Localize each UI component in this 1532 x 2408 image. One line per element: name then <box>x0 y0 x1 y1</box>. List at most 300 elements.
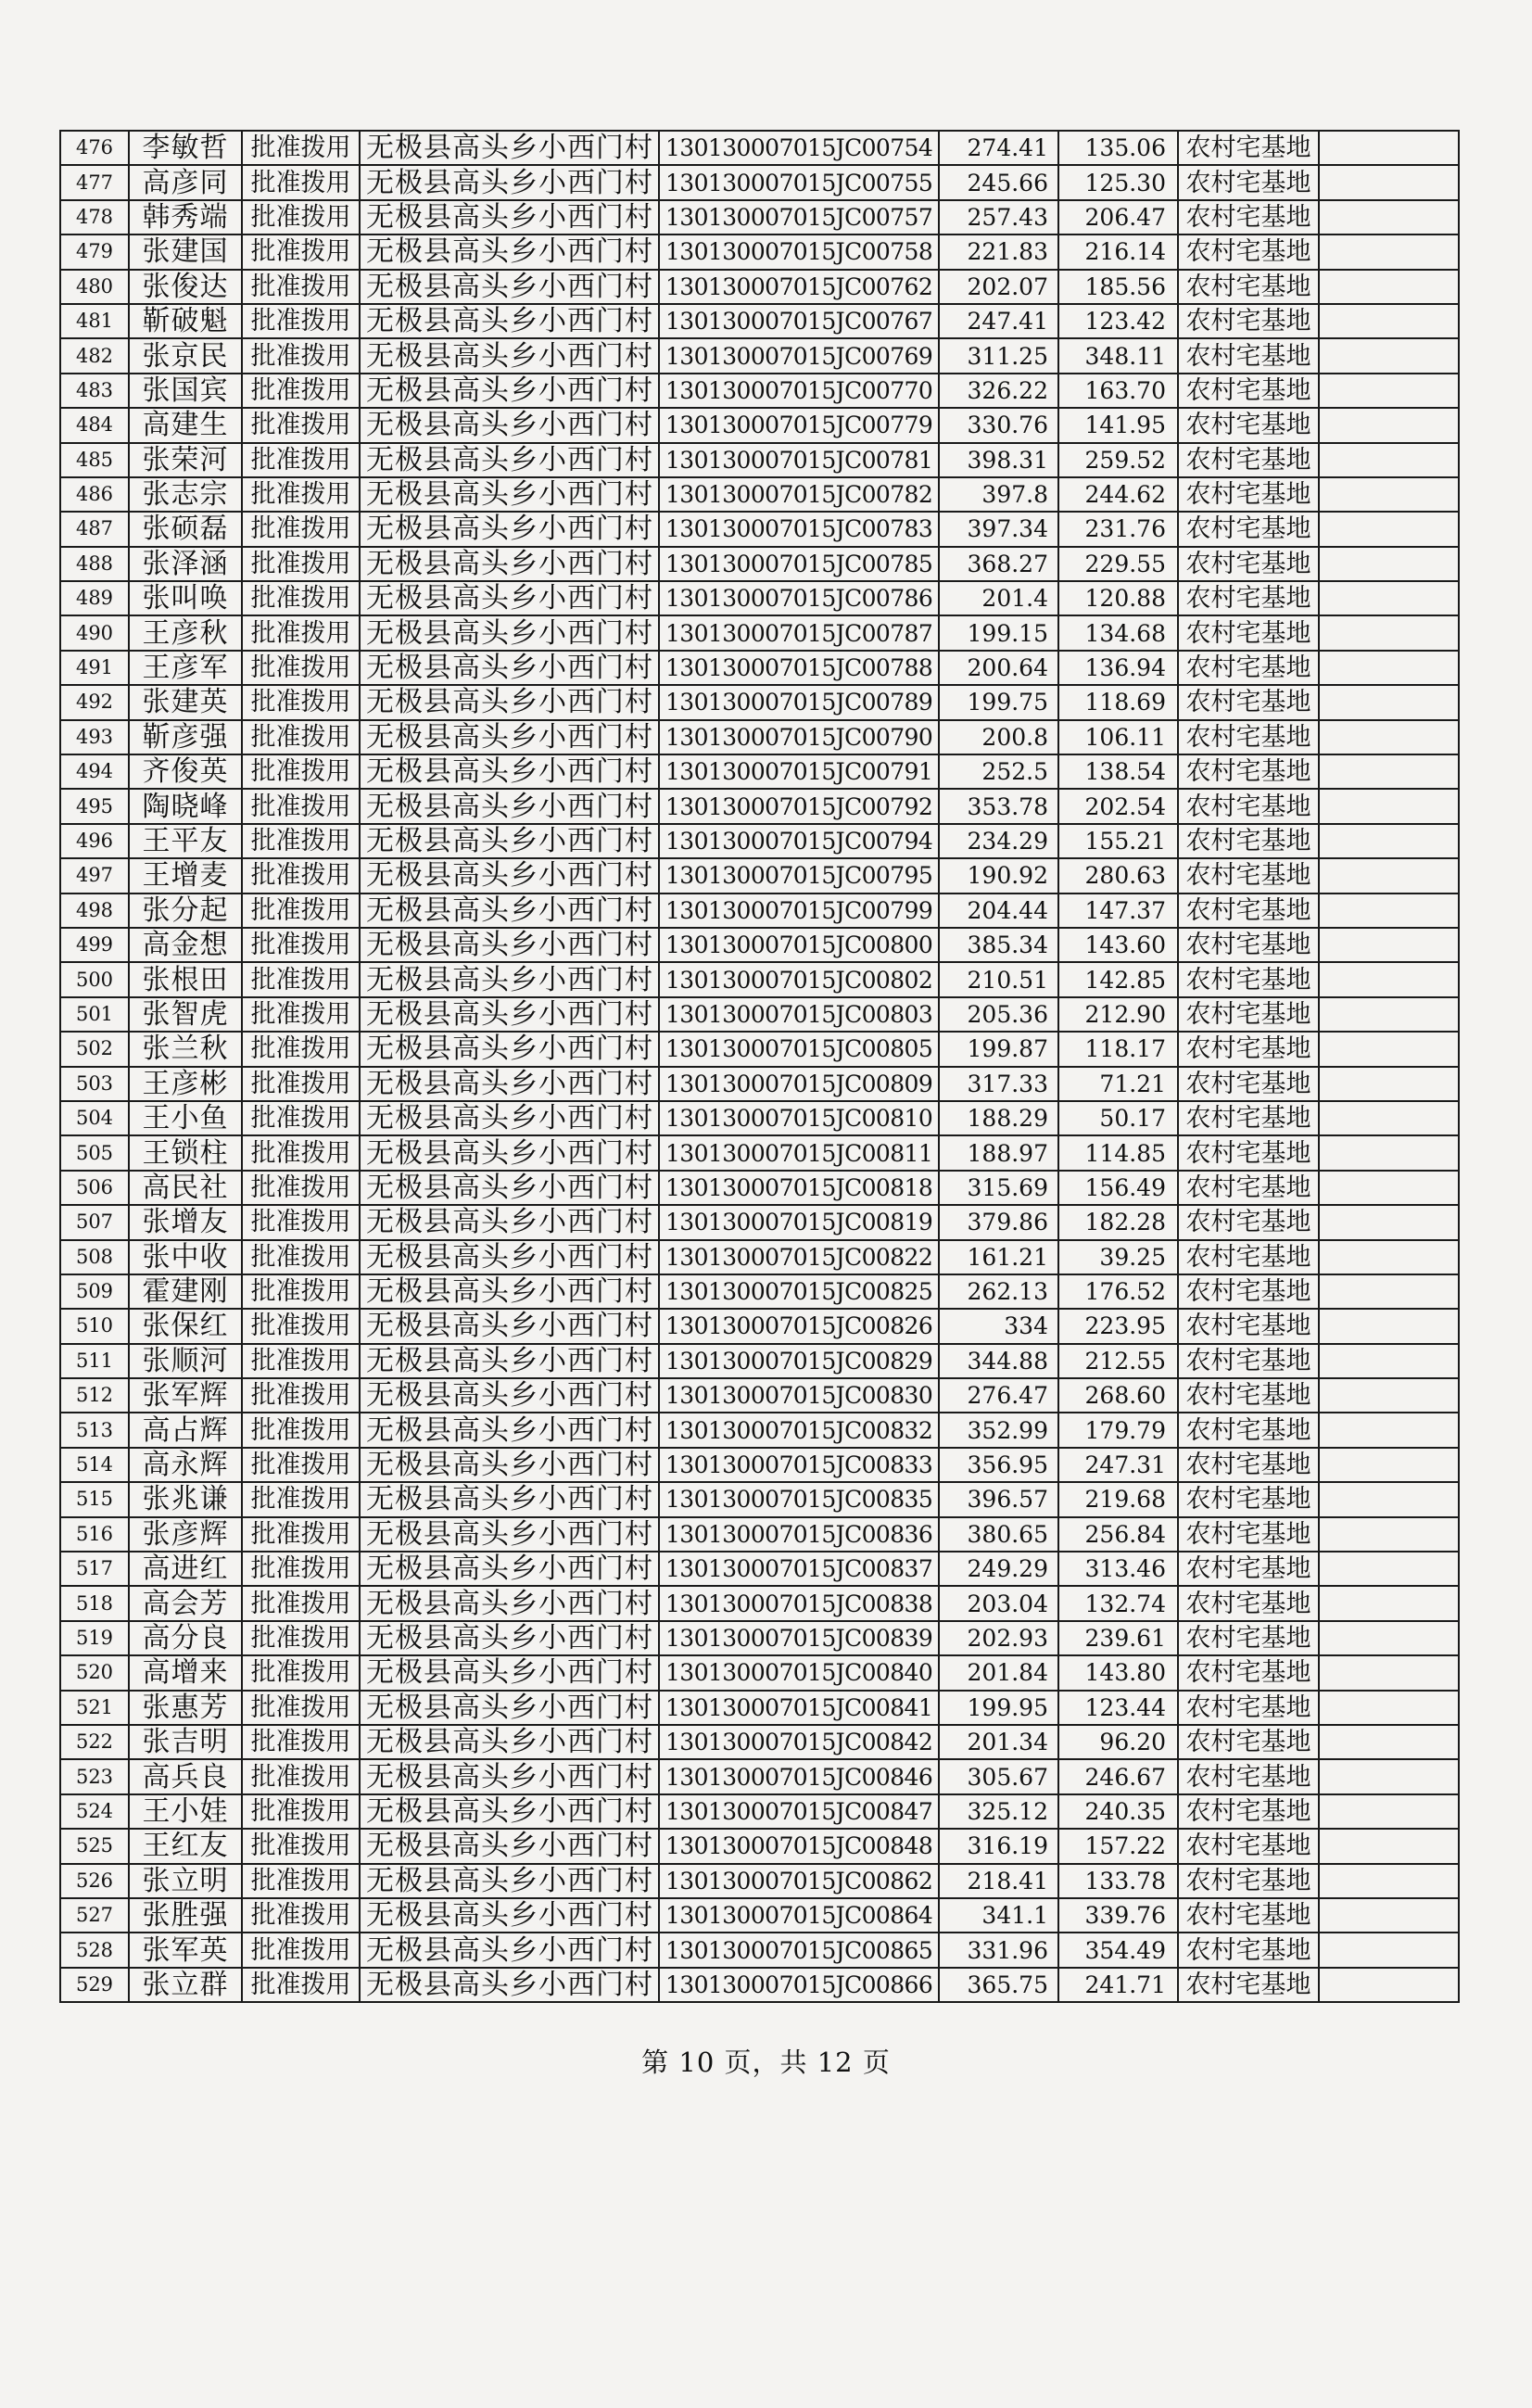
table-row <box>60 1344 1459 1378</box>
parcel-code-cell: 130130007015JC00787 <box>659 615 939 650</box>
land-use-cell: 农村宅基地 <box>1178 270 1319 304</box>
location-cell: 无极县高头乡小西门村 <box>360 408 659 442</box>
owner-name-cell: 靳彦强 <box>129 720 242 754</box>
parcel-code-cell: 130130007015JC00833 <box>659 1448 939 1482</box>
location-cell: 无极县高头乡小西门村 <box>360 1864 659 1898</box>
land-use-cell: 农村宅基地 <box>1178 1101 1319 1135</box>
area-value-cell: 246.67 <box>1058 1759 1178 1793</box>
area-value-cell: 219.68 <box>1058 1482 1178 1516</box>
location-cell: 无极县高头乡小西门村 <box>360 651 659 685</box>
empty-cell <box>1319 651 1459 685</box>
area-value-cell: 205.36 <box>939 997 1058 1032</box>
area-value-cell: 240.35 <box>1058 1794 1178 1829</box>
empty-cell <box>1319 338 1459 373</box>
owner-name-cell: 张兆谦 <box>129 1482 242 1516</box>
empty-cell <box>1319 1032 1459 1066</box>
empty-cell <box>1319 547 1459 581</box>
parcel-code-cell: 130130007015JC00770 <box>659 374 939 408</box>
area-value-cell: 125.30 <box>1058 165 1178 199</box>
area-value-cell: 244.62 <box>1058 477 1178 512</box>
row-number-cell: 480 <box>60 270 129 304</box>
parcel-code-cell: 130130007015JC00789 <box>659 685 939 719</box>
area-value-cell: 316.19 <box>939 1829 1058 1863</box>
row-number-cell: 523 <box>60 1759 129 1793</box>
land-use-cell: 农村宅基地 <box>1178 651 1319 685</box>
approval-type-cell: 批准拨用 <box>242 270 360 304</box>
parcel-code-cell: 130130007015JC00800 <box>659 928 939 962</box>
land-use-cell: 农村宅基地 <box>1178 547 1319 581</box>
row-number-cell: 518 <box>60 1586 129 1620</box>
row-number-cell: 502 <box>60 1032 129 1066</box>
owner-name-cell: 高兵良 <box>129 1759 242 1793</box>
owner-name-cell: 王锁柱 <box>129 1135 242 1170</box>
area-value-cell: 247.41 <box>939 304 1058 338</box>
area-value-cell: 276.47 <box>939 1378 1058 1413</box>
owner-name-cell: 王红友 <box>129 1829 242 1863</box>
approval-type-cell: 批准拨用 <box>242 858 360 893</box>
area-value-cell: 216.14 <box>1058 234 1178 269</box>
row-number-cell: 510 <box>60 1309 129 1343</box>
row-number-cell: 485 <box>60 443 129 477</box>
empty-cell <box>1319 1829 1459 1863</box>
owner-name-cell: 张志宗 <box>129 477 242 512</box>
owner-name-cell: 韩秀端 <box>129 200 242 234</box>
area-value-cell: 202.54 <box>1058 789 1178 823</box>
location-cell: 无极县高头乡小西门村 <box>360 893 659 928</box>
location-cell: 无极县高头乡小西门村 <box>360 1205 659 1239</box>
location-cell: 无极县高头乡小西门村 <box>360 720 659 754</box>
owner-name-cell: 张智虎 <box>129 997 242 1032</box>
row-number-cell: 516 <box>60 1517 129 1552</box>
location-cell: 无极县高头乡小西门村 <box>360 477 659 512</box>
area-value-cell: 397.8 <box>939 477 1058 512</box>
location-cell: 无极县高头乡小西门村 <box>360 1378 659 1413</box>
area-value-cell: 120.88 <box>1058 581 1178 615</box>
area-value-cell: 185.56 <box>1058 270 1178 304</box>
parcel-code-cell: 130130007015JC00847 <box>659 1794 939 1829</box>
land-use-cell: 农村宅基地 <box>1178 1378 1319 1413</box>
empty-cell <box>1319 1586 1459 1620</box>
land-use-cell: 农村宅基地 <box>1178 720 1319 754</box>
parcel-code-cell: 130130007015JC00819 <box>659 1205 939 1239</box>
land-use-cell: 农村宅基地 <box>1178 1309 1319 1343</box>
empty-cell <box>1319 893 1459 928</box>
parcel-code-cell: 130130007015JC00781 <box>659 443 939 477</box>
area-value-cell: 50.17 <box>1058 1101 1178 1135</box>
location-cell: 无极县高头乡小西门村 <box>360 443 659 477</box>
owner-name-cell: 王小娃 <box>129 1794 242 1829</box>
row-number-cell: 513 <box>60 1413 129 1447</box>
approval-type-cell: 批准拨用 <box>242 1759 360 1793</box>
table-row <box>60 1725 1459 1759</box>
owner-name-cell: 高进红 <box>129 1552 242 1586</box>
owner-name-cell: 张军英 <box>129 1933 242 1967</box>
owner-name-cell: 张立明 <box>129 1864 242 1898</box>
area-value-cell: 212.55 <box>1058 1344 1178 1378</box>
table-body <box>60 131 1459 2002</box>
owner-name-cell: 高分良 <box>129 1621 242 1655</box>
area-value-cell: 201.4 <box>939 581 1058 615</box>
empty-cell <box>1319 754 1459 789</box>
row-number-cell: 519 <box>60 1621 129 1655</box>
area-value-cell: 311.25 <box>939 338 1058 373</box>
empty-cell <box>1319 234 1459 269</box>
area-value-cell: 356.95 <box>939 1448 1058 1482</box>
table-row <box>60 512 1459 546</box>
owner-name-cell: 高占辉 <box>129 1413 242 1447</box>
approval-type-cell: 批准拨用 <box>242 1482 360 1516</box>
approval-type-cell: 批准拨用 <box>242 1135 360 1170</box>
area-value-cell: 199.95 <box>939 1691 1058 1725</box>
row-number-cell: 528 <box>60 1933 129 1967</box>
parcel-code-cell: 130130007015JC00846 <box>659 1759 939 1793</box>
area-value-cell: 188.97 <box>939 1135 1058 1170</box>
owner-name-cell: 高金想 <box>129 928 242 962</box>
empty-cell <box>1319 615 1459 650</box>
parcel-code-cell: 130130007015JC00788 <box>659 651 939 685</box>
location-cell: 无极县高头乡小西门村 <box>360 1968 659 2002</box>
land-use-cell: 农村宅基地 <box>1178 685 1319 719</box>
location-cell: 无极县高头乡小西门村 <box>360 615 659 650</box>
area-value-cell: 223.95 <box>1058 1309 1178 1343</box>
location-cell: 无极县高头乡小西门村 <box>360 1413 659 1447</box>
land-use-cell: 农村宅基地 <box>1178 338 1319 373</box>
area-value-cell: 212.90 <box>1058 997 1178 1032</box>
approval-type-cell: 批准拨用 <box>242 651 360 685</box>
empty-cell <box>1319 1067 1459 1101</box>
area-value-cell: 201.34 <box>939 1725 1058 1759</box>
land-use-cell: 农村宅基地 <box>1178 962 1319 996</box>
row-number-cell: 487 <box>60 512 129 546</box>
row-number-cell: 478 <box>60 200 129 234</box>
row-number-cell: 483 <box>60 374 129 408</box>
area-value-cell: 385.34 <box>939 928 1058 962</box>
area-value-cell: 256.84 <box>1058 1517 1178 1552</box>
parcel-code-cell: 130130007015JC00757 <box>659 200 939 234</box>
approval-type-cell: 批准拨用 <box>242 1413 360 1447</box>
parcel-code-cell: 130130007015JC00769 <box>659 338 939 373</box>
area-value-cell: 210.51 <box>939 962 1058 996</box>
empty-cell <box>1319 720 1459 754</box>
empty-cell <box>1319 858 1459 893</box>
land-use-cell: 农村宅基地 <box>1178 754 1319 789</box>
owner-name-cell: 张胜强 <box>129 1898 242 1933</box>
table-row <box>60 131 1459 165</box>
land-use-cell: 农村宅基地 <box>1178 858 1319 893</box>
parcel-code-cell: 130130007015JC00802 <box>659 962 939 996</box>
parcel-code-cell: 130130007015JC00842 <box>659 1725 939 1759</box>
location-cell: 无极县高头乡小西门村 <box>360 1829 659 1863</box>
approval-type-cell: 批准拨用 <box>242 234 360 269</box>
area-value-cell: 138.54 <box>1058 754 1178 789</box>
empty-cell <box>1319 1898 1459 1933</box>
area-value-cell: 305.67 <box>939 1759 1058 1793</box>
owner-name-cell: 张吉明 <box>129 1725 242 1759</box>
table-row <box>60 270 1459 304</box>
land-use-cell: 农村宅基地 <box>1178 1725 1319 1759</box>
table-row <box>60 685 1459 719</box>
owner-name-cell: 张俊达 <box>129 270 242 304</box>
area-value-cell: 353.78 <box>939 789 1058 823</box>
land-use-cell: 农村宅基地 <box>1178 1067 1319 1101</box>
row-number-cell: 490 <box>60 615 129 650</box>
area-value-cell: 135.06 <box>1058 131 1178 165</box>
table-row <box>60 928 1459 962</box>
land-use-cell: 农村宅基地 <box>1178 131 1319 165</box>
approval-type-cell: 批准拨用 <box>242 374 360 408</box>
location-cell: 无极县高头乡小西门村 <box>360 1552 659 1586</box>
owner-name-cell: 张彦辉 <box>129 1517 242 1552</box>
location-cell: 无极县高头乡小西门村 <box>360 1898 659 1933</box>
parcel-code-cell: 130130007015JC00826 <box>659 1309 939 1343</box>
area-value-cell: 199.15 <box>939 615 1058 650</box>
row-number-cell: 491 <box>60 651 129 685</box>
owner-name-cell: 王彦军 <box>129 651 242 685</box>
land-use-cell: 农村宅基地 <box>1178 1933 1319 1967</box>
parcel-code-cell: 130130007015JC00786 <box>659 581 939 615</box>
approval-type-cell: 批准拨用 <box>242 1205 360 1239</box>
row-number-cell: 520 <box>60 1655 129 1690</box>
owner-name-cell: 高会芳 <box>129 1586 242 1620</box>
approval-type-cell: 批准拨用 <box>242 1240 360 1274</box>
empty-cell <box>1319 1309 1459 1343</box>
location-cell: 无极县高头乡小西门村 <box>360 1067 659 1101</box>
area-value-cell: 352.99 <box>939 1413 1058 1447</box>
approval-type-cell: 批准拨用 <box>242 1898 360 1933</box>
row-number-cell: 506 <box>60 1171 129 1205</box>
location-cell: 无极县高头乡小西门村 <box>360 962 659 996</box>
parcel-code-cell: 130130007015JC00866 <box>659 1968 939 2002</box>
area-value-cell: 252.5 <box>939 754 1058 789</box>
approval-type-cell: 批准拨用 <box>242 1933 360 1967</box>
approval-type-cell: 批准拨用 <box>242 1448 360 1482</box>
parcel-code-cell: 130130007015JC00829 <box>659 1344 939 1378</box>
area-value-cell: 262.13 <box>939 1274 1058 1309</box>
area-value-cell: 341.1 <box>939 1898 1058 1933</box>
empty-cell <box>1319 1968 1459 2002</box>
parcel-code-cell: 130130007015JC00767 <box>659 304 939 338</box>
empty-cell <box>1319 789 1459 823</box>
parcel-code-cell: 130130007015JC00822 <box>659 1240 939 1274</box>
row-number-cell: 503 <box>60 1067 129 1101</box>
land-use-cell: 农村宅基地 <box>1178 581 1319 615</box>
empty-cell <box>1319 1344 1459 1378</box>
approval-type-cell: 批准拨用 <box>242 131 360 165</box>
table-row <box>60 1171 1459 1205</box>
empty-cell <box>1319 408 1459 442</box>
location-cell: 无极县高头乡小西门村 <box>360 1586 659 1620</box>
table-row <box>60 581 1459 615</box>
table-row <box>60 374 1459 408</box>
owner-name-cell: 张京民 <box>129 338 242 373</box>
area-value-cell: 218.41 <box>939 1864 1058 1898</box>
location-cell: 无极县高头乡小西门村 <box>360 1344 659 1378</box>
parcel-code-cell: 130130007015JC00832 <box>659 1413 939 1447</box>
table-row <box>60 1482 1459 1516</box>
area-value-cell: 380.65 <box>939 1517 1058 1552</box>
parcel-code-cell: 130130007015JC00840 <box>659 1655 939 1690</box>
parcel-code-cell: 130130007015JC00811 <box>659 1135 939 1170</box>
location-cell: 无极县高头乡小西门村 <box>360 512 659 546</box>
land-use-cell: 农村宅基地 <box>1178 824 1319 858</box>
area-value-cell: 157.22 <box>1058 1829 1178 1863</box>
table-row <box>60 1240 1459 1274</box>
area-value-cell: 239.61 <box>1058 1621 1178 1655</box>
table-row <box>60 789 1459 823</box>
empty-cell <box>1319 962 1459 996</box>
area-value-cell: 268.60 <box>1058 1378 1178 1413</box>
table-row <box>60 1655 1459 1690</box>
owner-name-cell: 高永辉 <box>129 1448 242 1482</box>
parcel-code-cell: 130130007015JC00818 <box>659 1171 939 1205</box>
parcel-code-cell: 130130007015JC00792 <box>659 789 939 823</box>
area-value-cell: 315.69 <box>939 1171 1058 1205</box>
parcel-code-cell: 130130007015JC00785 <box>659 547 939 581</box>
land-use-cell: 农村宅基地 <box>1178 893 1319 928</box>
land-use-cell: 农村宅基地 <box>1178 1448 1319 1482</box>
area-value-cell: 71.21 <box>1058 1067 1178 1101</box>
owner-name-cell: 霍建刚 <box>129 1274 242 1309</box>
row-number-cell: 489 <box>60 581 129 615</box>
approval-type-cell: 批准拨用 <box>242 754 360 789</box>
parcel-code-cell: 130130007015JC00830 <box>659 1378 939 1413</box>
land-use-cell: 农村宅基地 <box>1178 165 1319 199</box>
land-use-cell: 农村宅基地 <box>1178 1968 1319 2002</box>
approval-type-cell: 批准拨用 <box>242 477 360 512</box>
table-row <box>60 1135 1459 1170</box>
land-use-cell: 农村宅基地 <box>1178 1344 1319 1378</box>
location-cell: 无极县高头乡小西门村 <box>360 234 659 269</box>
approval-type-cell: 批准拨用 <box>242 720 360 754</box>
land-use-cell: 农村宅基地 <box>1178 1655 1319 1690</box>
empty-cell <box>1319 1448 1459 1482</box>
row-number-cell: 512 <box>60 1378 129 1413</box>
land-use-cell: 农村宅基地 <box>1178 1759 1319 1793</box>
owner-name-cell: 齐俊英 <box>129 754 242 789</box>
empty-cell <box>1319 1135 1459 1170</box>
area-value-cell: 234.29 <box>939 824 1058 858</box>
location-cell: 无极县高头乡小西门村 <box>360 858 659 893</box>
approval-type-cell: 批准拨用 <box>242 1864 360 1898</box>
area-value-cell: 206.47 <box>1058 200 1178 234</box>
table-row <box>60 1794 1459 1829</box>
empty-cell <box>1319 1691 1459 1725</box>
land-use-cell: 农村宅基地 <box>1178 512 1319 546</box>
empty-cell <box>1319 512 1459 546</box>
parcel-code-cell: 130130007015JC00848 <box>659 1829 939 1863</box>
area-value-cell: 179.79 <box>1058 1413 1178 1447</box>
empty-cell <box>1319 685 1459 719</box>
area-value-cell: 348.11 <box>1058 338 1178 373</box>
location-cell: 无极县高头乡小西门村 <box>360 997 659 1032</box>
location-cell: 无极县高头乡小西门村 <box>360 1171 659 1205</box>
table-row <box>60 1968 1459 2002</box>
location-cell: 无极县高头乡小西门村 <box>360 1621 659 1655</box>
owner-name-cell: 王小鱼 <box>129 1101 242 1135</box>
owner-name-cell: 张硕磊 <box>129 512 242 546</box>
owner-name-cell: 张建国 <box>129 234 242 269</box>
empty-cell <box>1319 1101 1459 1135</box>
area-value-cell: 249.29 <box>939 1552 1058 1586</box>
area-value-cell: 257.43 <box>939 200 1058 234</box>
table-row <box>60 1621 1459 1655</box>
row-number-cell: 492 <box>60 685 129 719</box>
area-value-cell: 147.37 <box>1058 893 1178 928</box>
approval-type-cell: 批准拨用 <box>242 997 360 1032</box>
area-value-cell: 330.76 <box>939 408 1058 442</box>
empty-cell <box>1319 581 1459 615</box>
location-cell: 无极县高头乡小西门村 <box>360 1274 659 1309</box>
table-row <box>60 1032 1459 1066</box>
location-cell: 无极县高头乡小西门村 <box>360 685 659 719</box>
area-value-cell: 199.75 <box>939 685 1058 719</box>
location-cell: 无极县高头乡小西门村 <box>360 270 659 304</box>
parcel-code-cell: 130130007015JC00838 <box>659 1586 939 1620</box>
approval-type-cell: 批准拨用 <box>242 1171 360 1205</box>
empty-cell <box>1319 374 1459 408</box>
land-use-cell: 农村宅基地 <box>1178 443 1319 477</box>
parcel-code-cell: 130130007015JC00805 <box>659 1032 939 1066</box>
owner-name-cell: 张泽涵 <box>129 547 242 581</box>
table-row <box>60 1101 1459 1135</box>
table-row <box>60 234 1459 269</box>
land-use-cell: 农村宅基地 <box>1178 1794 1319 1829</box>
area-value-cell: 143.60 <box>1058 928 1178 962</box>
row-number-cell: 488 <box>60 547 129 581</box>
location-cell: 无极县高头乡小西门村 <box>360 1135 659 1170</box>
area-value-cell: 123.42 <box>1058 304 1178 338</box>
land-use-cell: 农村宅基地 <box>1178 1691 1319 1725</box>
empty-cell <box>1319 304 1459 338</box>
row-number-cell: 495 <box>60 789 129 823</box>
land-use-cell: 农村宅基地 <box>1178 997 1319 1032</box>
area-value-cell: 259.52 <box>1058 443 1178 477</box>
empty-cell <box>1319 477 1459 512</box>
parcel-code-cell: 130130007015JC00779 <box>659 408 939 442</box>
parcel-code-cell: 130130007015JC00835 <box>659 1482 939 1516</box>
land-use-cell: 农村宅基地 <box>1178 1413 1319 1447</box>
table-row <box>60 1864 1459 1898</box>
approval-type-cell: 批准拨用 <box>242 512 360 546</box>
approval-type-cell: 批准拨用 <box>242 962 360 996</box>
location-cell: 无极县高头乡小西门村 <box>360 1448 659 1482</box>
area-value-cell: 141.95 <box>1058 408 1178 442</box>
table-row <box>60 893 1459 928</box>
approval-type-cell: 批准拨用 <box>242 547 360 581</box>
table-row <box>60 165 1459 199</box>
table-row <box>60 304 1459 338</box>
table-row <box>60 997 1459 1032</box>
land-use-cell: 农村宅基地 <box>1178 1552 1319 1586</box>
location-cell: 无极县高头乡小西门村 <box>360 1933 659 1967</box>
approval-type-cell: 批准拨用 <box>242 1517 360 1552</box>
owner-name-cell: 张保红 <box>129 1309 242 1343</box>
row-number-cell: 482 <box>60 338 129 373</box>
table-row <box>60 1413 1459 1447</box>
owner-name-cell: 王彦秋 <box>129 615 242 650</box>
owner-name-cell: 张叫唤 <box>129 581 242 615</box>
location-cell: 无极县高头乡小西门村 <box>360 304 659 338</box>
owner-name-cell: 高增来 <box>129 1655 242 1690</box>
area-value-cell: 203.04 <box>939 1586 1058 1620</box>
land-use-cell: 农村宅基地 <box>1178 1482 1319 1516</box>
table-row <box>60 1552 1459 1586</box>
land-use-cell: 农村宅基地 <box>1178 1621 1319 1655</box>
table-row <box>60 1691 1459 1725</box>
parcel-code-cell: 130130007015JC00810 <box>659 1101 939 1135</box>
land-use-cell: 农村宅基地 <box>1178 477 1319 512</box>
area-value-cell: 339.76 <box>1058 1898 1178 1933</box>
